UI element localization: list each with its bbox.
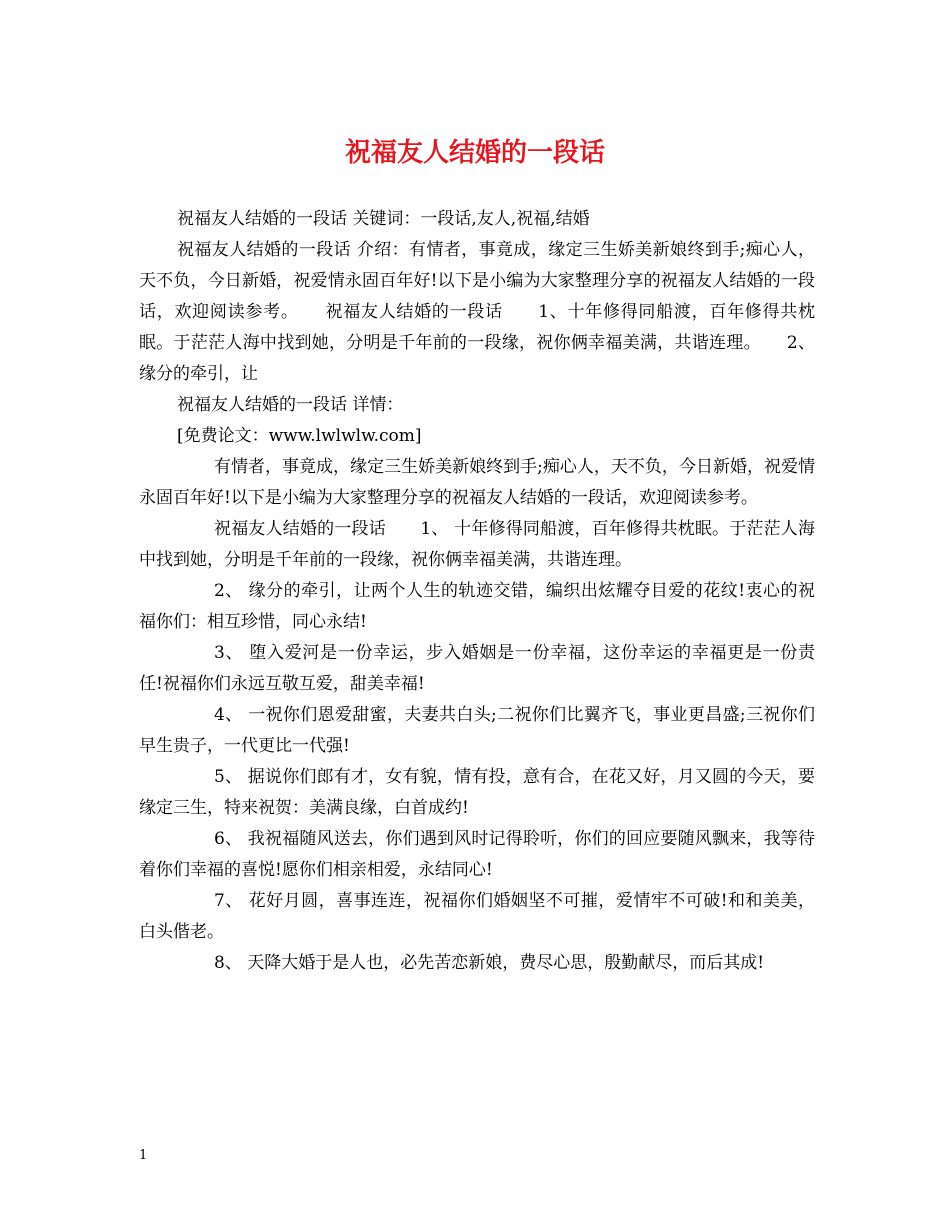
keywords-paragraph: 祝福友人结婚的一段话 关键词：一段话,友人,祝福,结婚 xyxy=(177,209,590,229)
source-note: [免费论文：www.lwlwlw.com] xyxy=(177,426,422,446)
page-number: 1 xyxy=(139,1148,148,1163)
details-heading: 祝福友人结婚的一段话 详情： xyxy=(177,395,404,415)
content-paragraph: 有情者，事竟成，缘定三生娇美新娘终到手;痴心人，天不负，今日新婚，祝爱情永固百年好!以下是小编为大家整理分享的祝福友人结婚的一段话，欢迎阅读参考。 xyxy=(139,457,815,508)
list-item: 7、 花好月圆，喜事连连，祝福你们婚姻坚不可摧，爱情牢不可破!和和美美，白头偕老。 xyxy=(139,891,815,942)
document-body xyxy=(139,204,815,979)
list-item: 8、 天降大婚于是人也，必先苦恋新娘，费尽心思，殷勤献尽，而后其成! xyxy=(214,953,765,973)
list-item: 2、 缘分的牵引，让两个人生的轨迹交错，编织出炫耀夺目爱的花纹!衷心的祝福你们：相互珍惜，同心永结! xyxy=(139,581,815,632)
list-item: 4、 一祝你们恩爱甜蜜，夫妻共白头;二祝你们比翼齐飞，事业更昌盛;三祝你们早生贵子，一代更比一代强! xyxy=(139,705,815,756)
list-item: 3、 堕入爱河是一份幸运，步入婚姻是一份幸福，这份幸运的幸福更是一份责任!祝福你们永远互敬互爱，甜美幸福! xyxy=(139,643,815,694)
intro-paragraph: 祝福友人结婚的一段话 介绍：有情者，事竟成，缘定三生娇美新娘终到手;痴心人，天不负，今日新婚，祝爱情永固百年好!以下是小编为大家整理分享的祝福友人结婚的一段话，欢迎阅读参考。 祝福友人结婚的一段话 1、十年修得同船渡，百年修得共枕眠。于茫茫人海中找到她，分明是千年前的一段缘，祝你俩幸福美满，共谐连理。 2、缘分的牵引，让 xyxy=(139,240,815,384)
list-item: 祝福友人结婚的一段话 1、 十年修得同船渡，百年修得共枕眠。于茫茫人海中找到她，分明是千年前的一段缘，祝你俩幸福美满，共谐连理。 xyxy=(139,519,815,570)
list-item: 5、 据说你们郎有才，女有貌，情有投，意有合，在花又好，月又圆的今天，要缘定三生，特来祝贺：美满良缘，白首成约! xyxy=(139,767,815,818)
document-title: 祝福友人结婚的一段话 xyxy=(344,138,605,168)
list-item: 6、 我祝福随风送去，你们遇到风时记得聆听，你们的回应要随风飘来，我等待着你们幸福的喜悦!愿你们相亲相爱，永结同心! xyxy=(139,829,815,880)
